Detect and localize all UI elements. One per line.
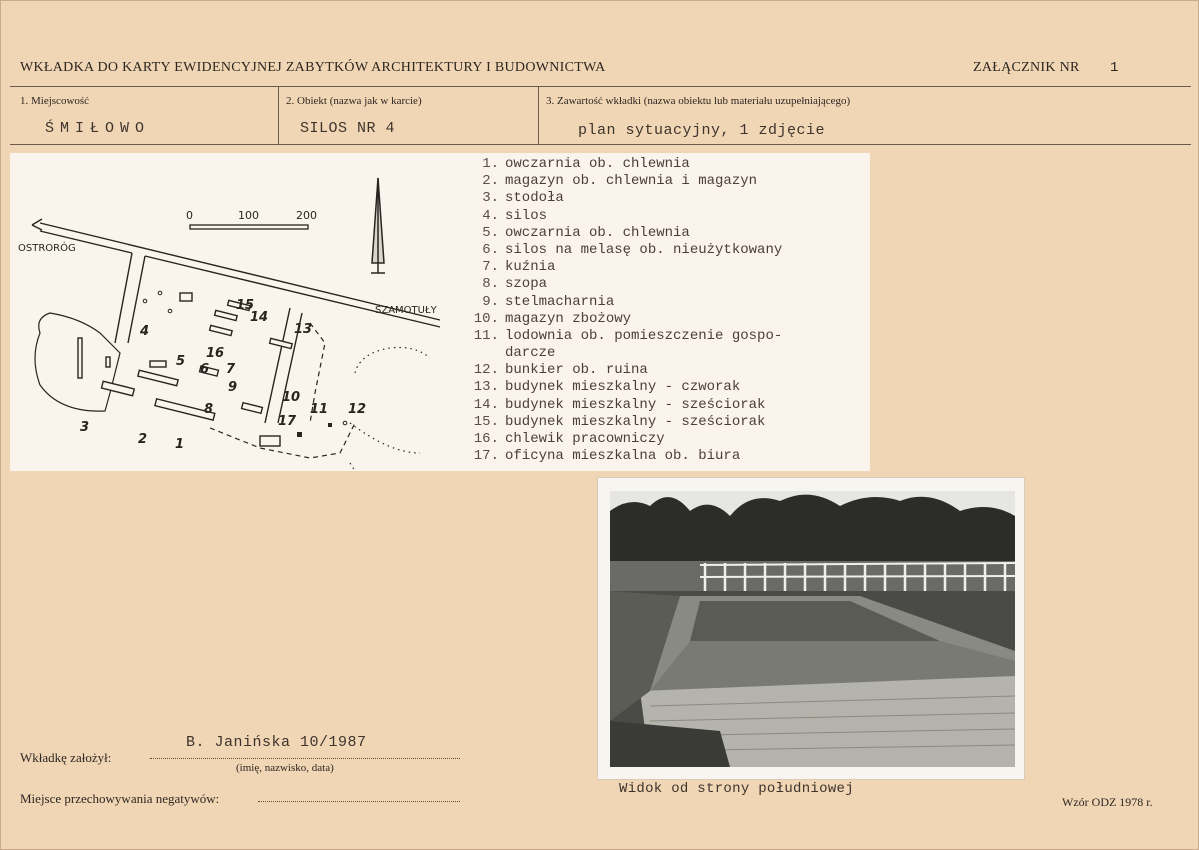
legend-item: 10. magazyn zbożowy: [473, 310, 632, 327]
road-label-szamotuly: SZAMOTUŁY: [375, 305, 437, 316]
map-label-14: 14: [250, 310, 269, 325]
photo-silo-south-view: [610, 491, 1015, 767]
header-rule-bottom: [10, 144, 1191, 145]
map-label-17: 17: [278, 414, 297, 429]
map-label-3: 3: [80, 420, 90, 435]
legend-item: 16. chlewik pracowniczy: [473, 431, 665, 447]
photo-caption: Widok od strony południowej: [619, 781, 854, 797]
legend-item: 17. oficyna mieszkalna ob. biura: [473, 448, 741, 465]
attachment-number: 1: [1110, 60, 1119, 76]
locality-label: 1. Miejscowość: [20, 95, 90, 107]
contents-value: plan sytuacyjny, 1 zdjęcie: [578, 122, 826, 139]
map-label-8: 8: [204, 402, 214, 417]
legend-item: 14. budynek mieszkalny - sześciorak: [473, 396, 766, 413]
map-label-10: 10: [282, 390, 301, 405]
contents-label: 3. Zawartość wkładki (nazwa obiektu lub materiału uzupełniającego): [546, 95, 851, 107]
map-label-6: 6: [200, 362, 210, 377]
object-label: 2. Obiekt (nazwa jak w karcie): [286, 95, 422, 107]
legend-item: 7. kuźnia: [482, 259, 556, 276]
photo-print: [598, 478, 1024, 779]
author-line: [150, 758, 460, 759]
legend-item: 8. szopa: [482, 276, 548, 293]
map-label-11: 11: [310, 402, 329, 417]
scale-bar: [186, 209, 317, 229]
map-label-2: 2: [138, 432, 148, 447]
map-label-4: 4: [140, 324, 150, 339]
header-rule-top: [10, 86, 1191, 87]
legend-item: 9. stelmacharnia: [482, 293, 615, 310]
legend-item: 12. bunkier ob. ruina: [473, 362, 648, 379]
legend-list: [457, 156, 782, 465]
attachment-label: ZAŁĄCZNIK NR: [973, 60, 1080, 75]
legend-item: 3. stodoła: [482, 190, 564, 207]
legend-item: 6. silos na melasę ob. nieużytkowany: [482, 241, 783, 258]
form-template-mark: Wzór ODZ 1978 r.: [1062, 795, 1153, 809]
map-label-16: 16: [206, 346, 225, 361]
map-label-12: 12: [348, 402, 367, 417]
map-label-7: 7: [226, 362, 236, 377]
negatives-line: [258, 801, 460, 802]
author-label: Wkładkę założył:: [20, 750, 112, 765]
north-arrow-icon: [371, 178, 385, 273]
legend-item: 2. magazyn ob. chlewnia i magazyn: [482, 173, 758, 190]
legend-item: 11. lodownia ob. pomieszczenie gospo-: [473, 327, 783, 344]
scale-label-100: 100: [238, 209, 259, 222]
negatives-label: Miejsce przechowywania negatywów:: [20, 791, 220, 806]
legend-item: 13. budynek mieszkalny - czworak: [473, 379, 741, 396]
scale-label-0: 0: [186, 209, 193, 222]
map-label-13: 13: [294, 322, 313, 337]
legend-item: darcze: [505, 345, 556, 362]
legend-item: 15. budynek mieszkalny - sześciorak: [473, 413, 766, 430]
map-label-1: 1: [175, 437, 185, 452]
road-label-ostrorog: OSTRORÓG: [18, 243, 76, 254]
object-value: SILOS NR 4: [300, 120, 396, 137]
form-title: WKŁADKA DO KARTY EWIDENCYJNEJ ZABYTKÓW ARCHITEKTURY I BUDOWNICTWA: [20, 60, 606, 75]
map-label-15: 15: [236, 298, 255, 313]
locality-value: ŚMIŁOWO: [45, 120, 151, 137]
map-label-9: 9: [228, 380, 238, 395]
legend-item: 1. owczarnia ob. chlewnia: [482, 156, 690, 172]
field-divider-2: [538, 86, 539, 144]
field-divider-1: [278, 86, 279, 144]
scale-label-200: 200: [296, 209, 317, 222]
legend-item: 4. silos: [482, 207, 548, 224]
author-hint: (imię, nazwisko, data): [236, 762, 334, 774]
map-label-5: 5: [176, 354, 186, 369]
author-value: B. Janińska 10/1987: [186, 734, 367, 751]
legend-item: 5. owczarnia ob. chlewnia: [482, 224, 690, 241]
